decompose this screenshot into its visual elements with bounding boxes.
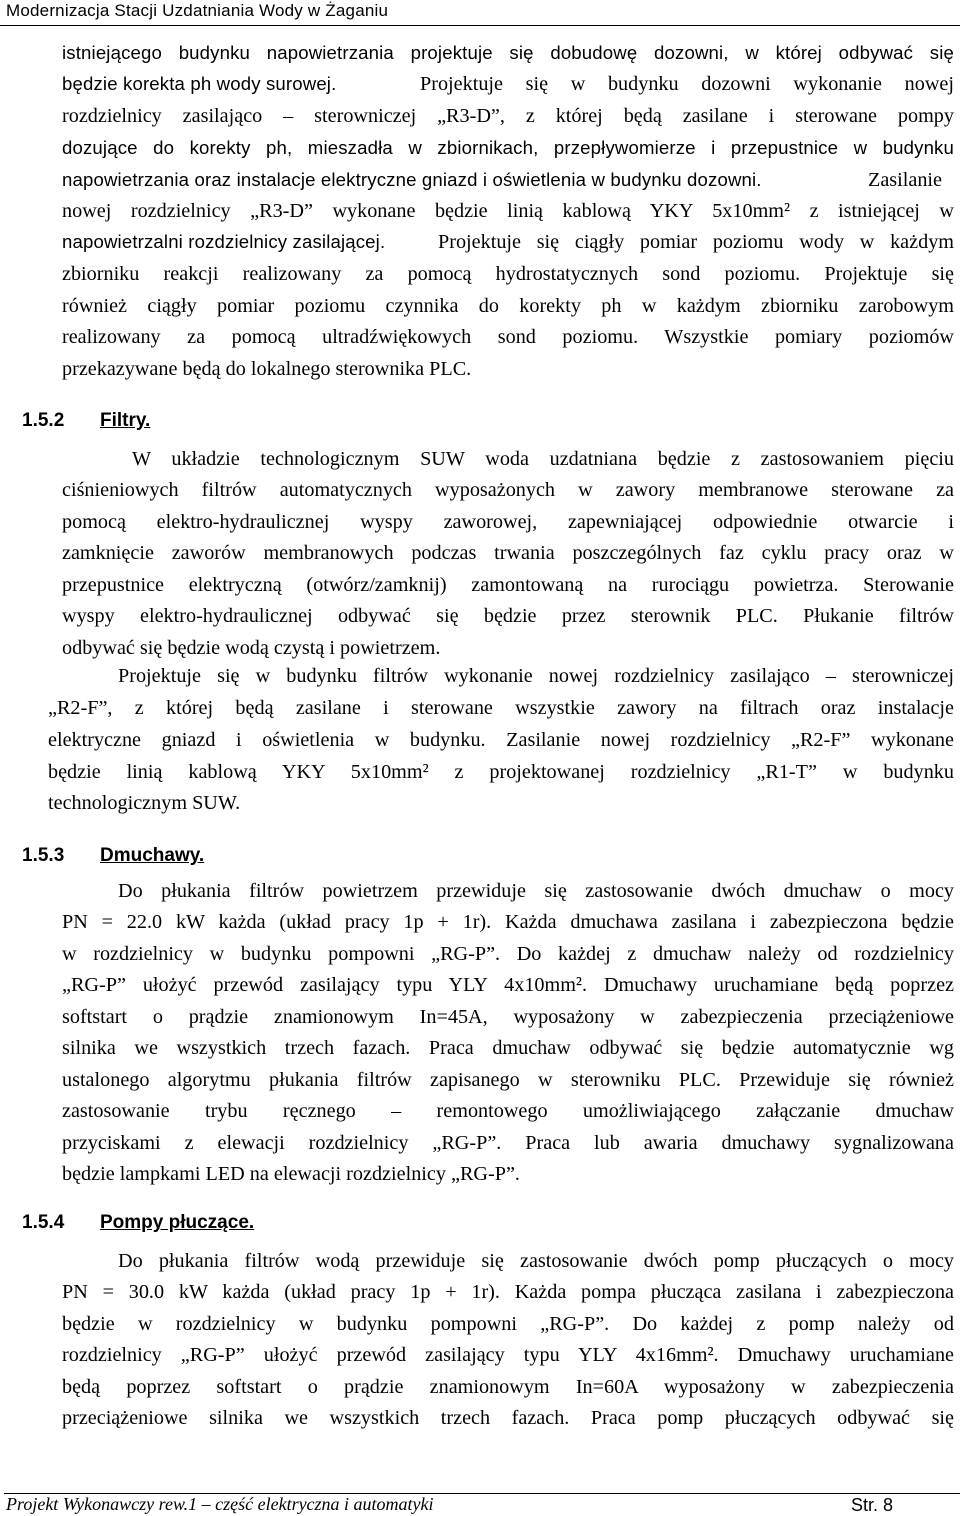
text-line: elektryczne gniazd i oświetlenia w budynku. Zasilanie nowej rozdzielnicy „R2-F” wykonane — [48, 729, 954, 751]
text-line: softstart o prądzie znamionowym In=45A, wyposażony w zabezpieczenia przeciążeniowe — [62, 1005, 954, 1028]
text-line: PN = 22.0 kW każda (układ pracy 1p + 1r). Każda dmuchawa zasilana i zabezpieczona będzie — [62, 911, 954, 933]
text-line: będzie w rozdzielnicy w budynku pompowni „RG-P”. Do każdej z pomp należy od — [62, 1312, 954, 1335]
text-line: rozdzielnicy zasilająco – sterowniczej „R3-D”, z której będą zasilane i sterowane pompy — [62, 105, 954, 127]
text-line: Zasilanie — [868, 169, 942, 191]
text-line: przeciążeniowe silnika we wszystkich trzech fazach. Praca pomp płuczących odbywać się — [62, 1407, 954, 1429]
text-line: rozdzielnicy „RG-P” ułożyć przewód zasilający typu YLY 4x16mm². Dmuchawy uruchamiane — [62, 1344, 954, 1366]
text-line: dozujące do korekty ph, mieszadła w zbiornikach, przepływomierze i przepustnice w budynku — [62, 137, 954, 158]
section-number: 1.5.4 — [22, 1212, 65, 1233]
text-line: przyciskami z elewacji rozdzielnicy „RG-P”. Praca lub awaria dmuchawy sygnalizowana — [62, 1131, 954, 1154]
section-title: Pompy płuczące. — [100, 1212, 255, 1233]
text-line: ciśnieniowych filtrów automatycznych wyposażonych w zawory membranowe sterowane za — [62, 479, 954, 501]
text-line: nowej rozdzielnicy „R3-D” wykonane będzie linią kablową YKY 5x10mm² z istniejącej w — [62, 200, 954, 222]
text-line: pomocą elektro-hydraulicznej wyspy zaworowej, zapewniającej odpowiednie otwarcie i — [62, 510, 954, 533]
section-heading — [22, 844, 204, 868]
text-line: przekazywane będą do lokalnego sterownika PLC. — [62, 358, 472, 380]
text-line: „R2-F”, z której będą zasilane i sterowane wszystkie zawory na filtrach oraz instalacje — [48, 697, 954, 719]
text-line: będzie linią kablową YKY 5x10mm² z projektowanej rozdzielnicy „R1-T” w budynku — [48, 761, 954, 783]
text-line: będą poprzez softstart o prądzie znamionowym In=60A wyposażony w zabezpieczenia — [62, 1375, 954, 1398]
section-heading — [22, 1211, 254, 1235]
text-line: Projektuje się ciągły pomiar poziomu wody w każdym — [438, 231, 954, 253]
text-line: będzie lampkami LED na elewacji rozdzielnicy „RG-P”. — [62, 1163, 520, 1185]
text-line: również ciągły pomiar poziomu czynnika do korekty ph w każdym zbiorniku zarobowym — [62, 295, 954, 317]
section-title: Dmuchawy. — [100, 845, 205, 866]
text-line: zbiorniku reakcji realizowany za pomocą hydrostatycznych sond poziomu. Projektuje się — [62, 263, 954, 285]
text-line: odbywać się będzie wodą czystą i powietrzem. — [62, 636, 441, 659]
section-number: 1.5.3 — [22, 845, 65, 866]
text-line: istniejącego budynku napowietrzania projektuje się dobudowę dozowni, w której odbywać się — [62, 42, 954, 63]
text-line: Do płukania filtrów wodą przewiduje się zastosowanie dwóch pomp płuczących o mocy — [118, 1250, 954, 1272]
text-line: Projektuje się w budynku filtrów wykonanie nowej rozdzielnicy zasilająco – sterowniczej — [118, 665, 954, 687]
text-line: w rozdzielnicy w budynku pompowni „RG-P”. Do każdej z dmuchaw należy od rozdzielnicy — [62, 942, 954, 965]
text-line: będzie korekta ph wody surowej. — [62, 73, 337, 94]
text-line: silnika we wszystkich trzech fazach. Praca dmuchaw odbywać się będzie automatycznie wg — [62, 1037, 954, 1059]
header-title: Modernizacja Stacji Uzdatniania Wody w Żaganiu — [6, 1, 389, 20]
text-line: zamknięcie zaworów membranowych podczas trwania poszczególnych faz cyklu pracy oraz w — [62, 542, 954, 564]
text-line: przepustnice elektryczną (otwórz/zamknij) zamontowaną na rurociągu powietrza. Sterowanie — [62, 573, 954, 596]
text-line: ustalonego algorytmu płukania filtrów zapisanego w sterowniku PLC. Przewiduje się również — [62, 1068, 954, 1091]
section-heading — [22, 409, 150, 433]
footer-project-label: Projekt Wykonawczy rew.1 – część elektryczna i automatyki — [6, 1494, 434, 1514]
text-line: „RG-P” ułożyć przewód zasilający typu YLY 4x10mm². Dmuchawy uruchamiane będą poprzez — [62, 974, 954, 996]
running-header — [0, 0, 960, 26]
text-line: wyspy elektro-hydraulicznej odbywać się będzie przez sterownik PLC. Płukanie filtrów — [62, 605, 954, 627]
text-line: Projektuje się w budynku dozowni wykonanie nowej — [420, 73, 954, 95]
text-line: napowietrzania oraz instalacje elektryczne gniazd i oświetlenia w budynku dozowni. — [62, 169, 762, 190]
text-line: PN = 30.0 kW każda (układ pracy 1p + 1r). Każda pompa płucząca zasilana i zabezpieczona — [62, 1281, 954, 1303]
page-number: Str. 8 — [851, 1495, 894, 1515]
text-line: realizowany za pomocą ultradźwiękowych sond poziomu. Wszystkie pomiary poziomów — [62, 326, 954, 348]
text-line: W układzie technologicznym SUW woda uzdatniana będzie z zastosowaniem pięciu — [132, 448, 954, 470]
text-line: zastosowanie trybu ręcznego – remontowego umożliwiającego załączanie dmuchaw — [62, 1100, 954, 1122]
text-line: technologicznym SUW. — [48, 792, 241, 814]
section-title: Filtry. — [100, 410, 151, 431]
text-line: Do płukania filtrów powietrzem przewiduje się zastosowanie dwóch dmuchaw o mocy — [118, 880, 954, 902]
section-number: 1.5.2 — [22, 410, 65, 431]
text-line: napowietrzalni rozdzielnicy zasilającej. — [62, 231, 386, 252]
